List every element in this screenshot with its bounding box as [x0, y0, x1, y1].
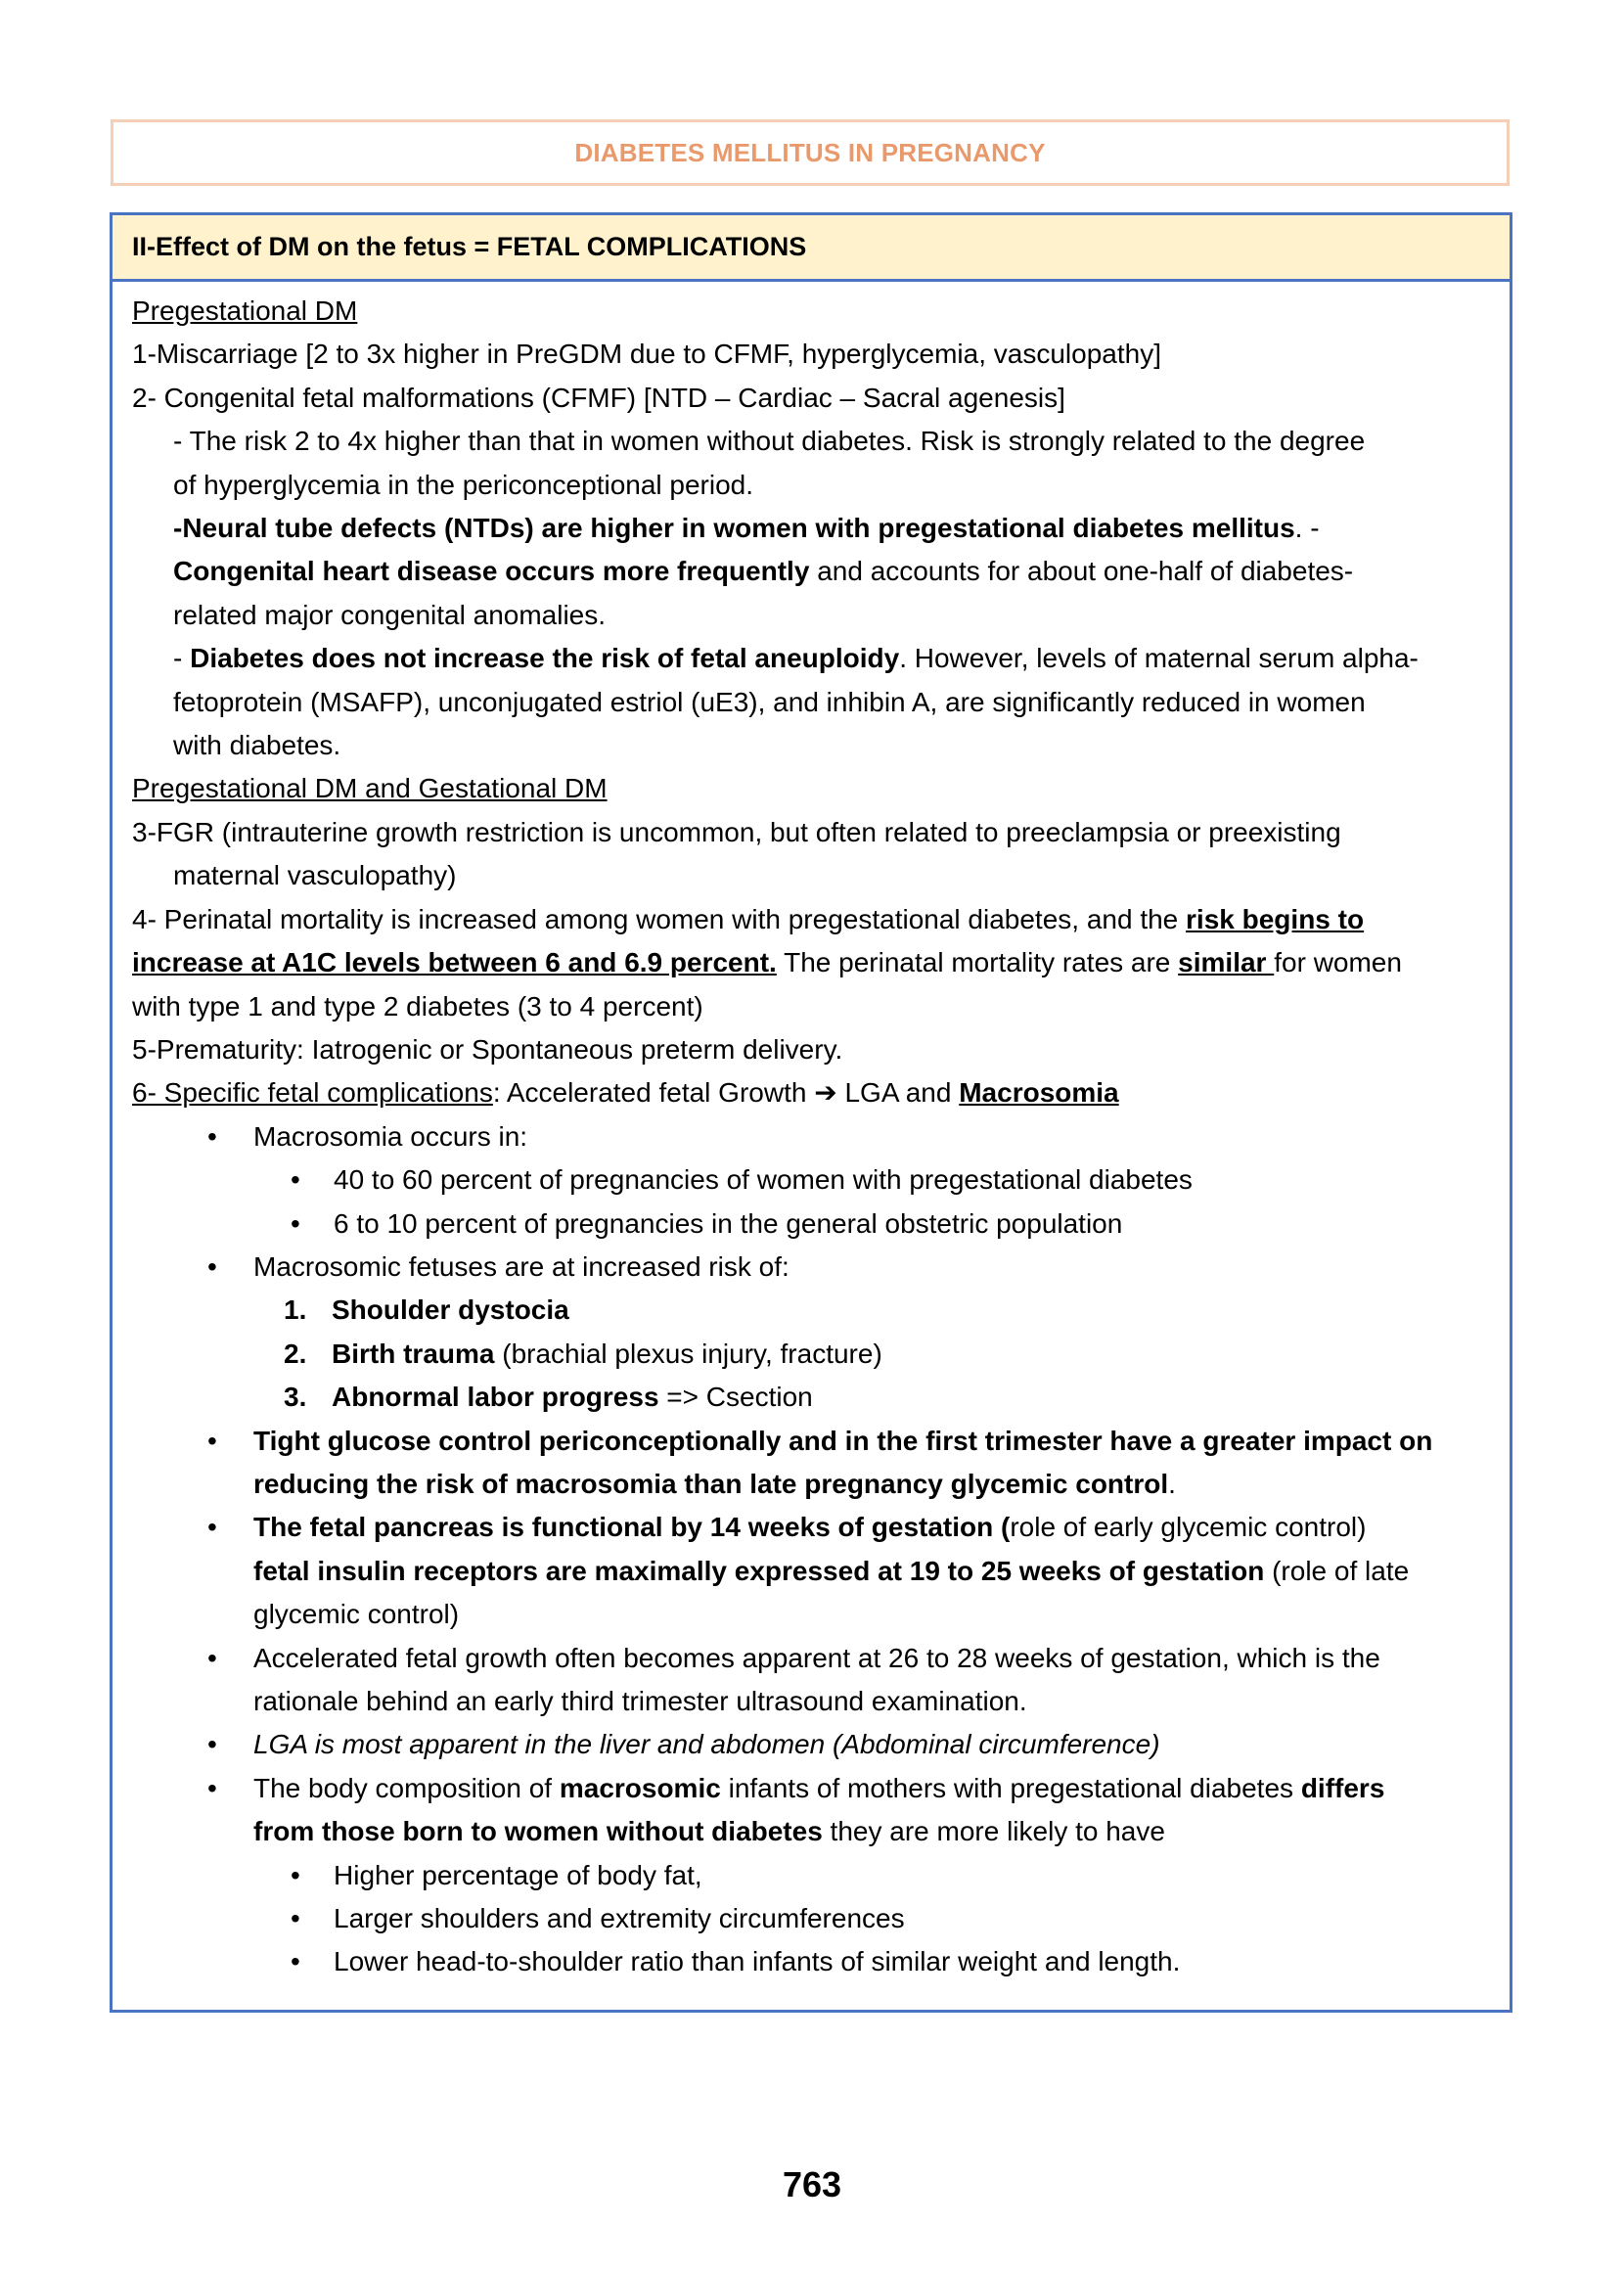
aneu-bold: Diabetes does not increase the risk of fetal aneuploidy: [190, 643, 900, 674]
bullet-text: Accelerated fetal growth often becomes apparent at 26 to 28 weeks of gestation, which is the: [253, 1642, 1380, 1673]
item4-before: 4- Perinatal mortality is increased among women with pregestational diabetes, and the: [132, 903, 1187, 934]
page-number: 763: [782, 2164, 842, 2204]
chd-line: [132, 550, 1490, 593]
bullet-tight-control: [132, 1420, 1490, 1463]
page-title: DIABETES MELLITUS IN PREGNANCY: [574, 137, 1046, 167]
numbered-risk-3: [132, 1376, 1490, 1419]
aneu-after: . However, levels of maternal serum alpha-: [899, 643, 1419, 674]
bullet-body-composition: [132, 1767, 1490, 1810]
aneu-before: -: [173, 643, 191, 674]
bullet-tight-control-cont: [132, 1463, 1490, 1506]
bullet-accelerated-growth-cont: rationale behind an early third trimester ultrasound examination.: [253, 1686, 1027, 1716]
item4-similar: similar: [1178, 947, 1275, 978]
body-line2-bold: from those born to women without diabetes: [253, 1816, 823, 1847]
risk-number: 2.: [284, 1338, 307, 1369]
bullet-body-composition-cont: [132, 1810, 1490, 1853]
pancreas-bold: The fetal pancreas is functional by 14 weeks of gestation (: [253, 1512, 1011, 1543]
body-before: The body composition of: [253, 1772, 560, 1803]
item6-rest: : Accelerated fetal Growth: [492, 1077, 815, 1109]
bullet-fetal-pancreas: [132, 1506, 1490, 1549]
section-header: II-Effect of DM on the fetus = FETAL COMPLICATIONS: [113, 215, 1510, 282]
bullet-icon: •: [291, 1903, 300, 1934]
item-congenital-malformations: 2- Congenital fetal malformations (CFMF) [NTD – Cardiac – Sacral agenesis]: [132, 382, 1065, 413]
bullet-text: Lower head-to-shoulder ratio than infants of similar weight and length.: [334, 1946, 1181, 1977]
item-perinatal-mortality-line-2: [132, 941, 1490, 984]
pancreas-rest: role of early glycemic control): [1010, 1512, 1367, 1543]
bullet-icon: •: [207, 1772, 217, 1803]
item4-mid: The perinatal mortality rates are: [776, 947, 1179, 978]
item-prematurity: 5-Prematurity: Iatrogenic or Spontaneous preterm delivery.: [132, 1033, 843, 1065]
risk-number: 1.: [284, 1294, 307, 1326]
tight-line-1: Tight glucose control periconceptionally and in the first trimester have a greater impact on: [253, 1425, 1433, 1456]
bullet-icon: •: [291, 1946, 300, 1977]
pregestational-heading: Pregestational DM: [132, 295, 358, 326]
risk-line-1: - The risk 2 to 4x higher than that in women without diabetes. Risk is strongly related to the degree: [173, 426, 1366, 457]
body-mid: infants of mothers with pregestational diabetes: [720, 1772, 1301, 1803]
bullet-lga-liver: [132, 1723, 1490, 1766]
body-macro: macrosomic: [559, 1772, 721, 1803]
aneuploidy-line: [132, 637, 1490, 680]
chd-bold: Congenital heart disease occurs more frequently: [173, 556, 810, 587]
bullet-icon: •: [207, 1642, 217, 1673]
bullet-text: Macrosomia occurs in:: [253, 1120, 528, 1152]
bullet-text: Macrosomic fetuses are at increased risk of:: [253, 1250, 789, 1282]
item-miscarriage: 1-Miscarriage [2 to 3x higher in PreGDM due to CFMF, hyperglycemia, vasculopathy]: [132, 339, 1161, 370]
risk-bold: Birth trauma: [332, 1338, 495, 1369]
item4-bold-underline-1: risk begins to: [1186, 903, 1365, 934]
bullet-icon: •: [207, 1250, 217, 1282]
item-fgr-line-2: maternal vasculopathy): [173, 860, 457, 891]
page-title-box: [111, 119, 1510, 186]
bullet-accelerated-growth: [132, 1637, 1490, 1680]
item-perinatal-mortality: [132, 898, 1490, 941]
aneuploidy-line-2: fetoprotein (MSAFP), unconjugated estriol (uE3), and inhibin A, are significantly reduced in women: [173, 686, 1366, 717]
bullet-icon: •: [207, 1120, 217, 1152]
item4-after: for women: [1274, 947, 1402, 978]
numbered-risk-2: [132, 1333, 1490, 1376]
item-perinatal-mortality-line-3: with type 1 and type 2 diabetes (3 to 4 percent): [132, 990, 703, 1022]
bullet-text: 40 to 60 percent of pregnancies of women with pregestational diabetes: [334, 1164, 1193, 1196]
risk-rest: => Csection: [658, 1382, 813, 1413]
bullet-icon: •: [291, 1859, 300, 1890]
item-fgr: 3-FGR (intrauterine growth restriction is uncommon, but often related to preeclampsia or preexisting: [132, 816, 1341, 847]
ntd-after: . -: [1294, 513, 1320, 544]
bullet-macrosomia-occurs: [132, 1115, 1490, 1158]
bullet-fetal-pancreas-cont: [132, 1550, 1490, 1593]
ntd-bold: -Neural tube defects (NTDs) are higher in women with pregestational diabetes mellitus: [173, 513, 1295, 544]
bullet-text: 6 to 10 percent of pregnancies in the general obstetric population: [334, 1207, 1123, 1239]
arrow-icon: ➔: [814, 1077, 837, 1109]
bullet-text: Larger shoulders and extremity circumferences: [334, 1903, 905, 1934]
item6-macrosomia: Macrosomia: [959, 1077, 1119, 1109]
sub-bullet-have-2: [132, 1897, 1490, 1940]
body-differs: differs: [1300, 1772, 1385, 1803]
risk-number: 3.: [284, 1382, 307, 1413]
panel-content: [113, 282, 1510, 1984]
insulin-rest: (role of late: [1264, 1555, 1410, 1586]
item4-bold-underline-2: increase at A1C levels between 6 and 6.9 percent.: [132, 947, 777, 978]
pregestational-gestational-heading: Pregestational DM and Gestational DM: [132, 773, 608, 804]
bullet-risk-intro: [132, 1246, 1490, 1289]
risk-bold: Abnormal labor progress: [332, 1382, 659, 1413]
insulin-bold: fetal insulin receptors are maximally expressed at 19 to 25 weeks of gestation: [253, 1555, 1265, 1586]
bullet-icon: •: [291, 1207, 300, 1239]
risk-line-2: of hyperglycemia in the periconceptional period.: [173, 469, 754, 500]
content-panel: [110, 212, 1512, 2013]
item6-lga: LGA and: [836, 1077, 960, 1109]
chd-after: and accounts for about one-half of diabetes-: [809, 556, 1354, 587]
tight-line-2: reducing the risk of macrosomia than late pregnancy glycemic control: [253, 1468, 1169, 1499]
ntd-line: [132, 507, 1490, 550]
bullet-icon: •: [207, 1512, 217, 1543]
sub-bullet-have-1: [132, 1854, 1490, 1897]
bullet-icon: •: [207, 1729, 217, 1760]
risk-bold: Shoulder dystocia: [332, 1294, 569, 1326]
chd-line-2: related major congenital anomalies.: [173, 599, 607, 630]
bullet-fetal-pancreas-cont-2: glycemic control): [253, 1599, 460, 1630]
sub-bullet-have-3: [132, 1940, 1490, 1983]
item-specific-complications: [132, 1071, 1490, 1114]
sub-bullet-occurrence-2: [132, 1203, 1490, 1246]
bullet-text: Higher percentage of body fat,: [334, 1859, 702, 1890]
numbered-risk-1: [132, 1289, 1490, 1332]
risk-rest: (brachial plexus injury, fracture): [494, 1338, 882, 1369]
aneuploidy-line-3: with diabetes.: [173, 730, 341, 761]
body-line2-rest: they are more likely to have: [822, 1816, 1165, 1847]
item6-underline: 6- Specific fetal complications: [132, 1077, 493, 1109]
bullet-icon: •: [291, 1164, 300, 1196]
bullet-icon: •: [207, 1425, 217, 1456]
sub-bullet-occurrence-1: [132, 1158, 1490, 1202]
tight-end: .: [1168, 1468, 1176, 1499]
bullet-text: LGA is most apparent in the liver and abdomen (Abdominal circumference): [253, 1729, 1160, 1760]
